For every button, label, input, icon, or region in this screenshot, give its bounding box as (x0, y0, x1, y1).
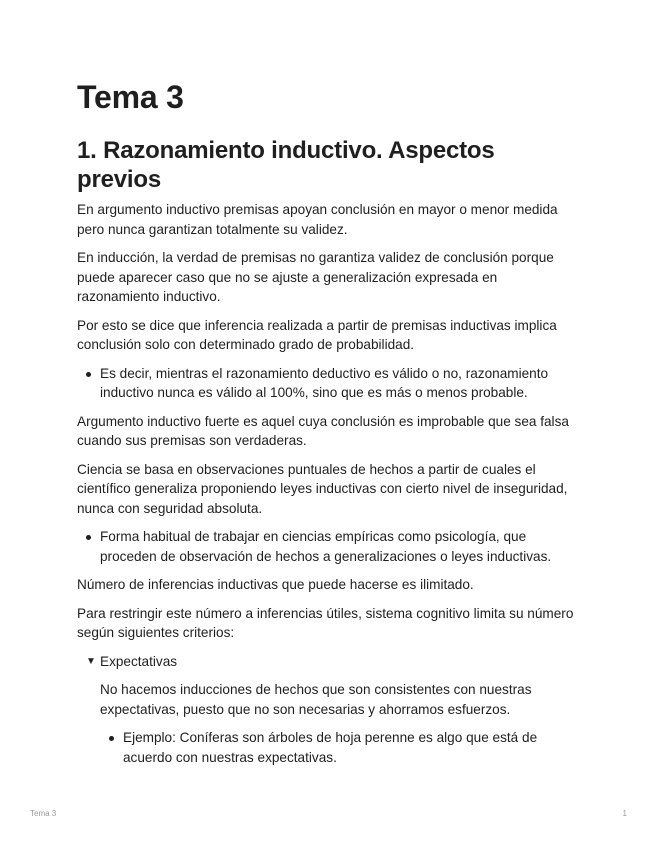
section-heading: 1. Razonamiento inductivo. Aspectos previos (77, 137, 495, 193)
paragraph: No hacemos inducciones de hechos que son consistentes con nuestras expectativas, puesto que no son necesarias y ahorramos esfuerzos. (100, 682, 532, 717)
document-page (77, 78, 582, 776)
list-item: Ejemplo: Coníferas son árboles de hoja perenne es algo que está de acuerdo con nuestras expectativas. (123, 728, 582, 767)
bullet-list (100, 728, 582, 767)
footer-title: Tema 3 (30, 809, 57, 818)
document-title: Tema 3 (77, 79, 184, 115)
list-item: Es decir, mientras el razonamiento deductivo es válido o no, razonamiento inductivo nunca es válido al 100%, sino que es más o menos probable. (100, 364, 582, 403)
paragraph: En inducción, la verdad de premisas no garantiza validez de conclusión porque puede aparecer caso que no se ajuste a generalización expresada en razonamiento inductivo. (77, 250, 554, 304)
paragraph: En argumento inductivo premisas apoyan conclusión en mayor o menor medida pero nunca garantizan totalmente su validez. (77, 202, 558, 237)
paragraph: Ciencia se basa en observaciones puntuales de hechos a partir de cuales el científico generaliza proponiendo leyes inductivas con cierto nivel de inseguridad, nunca con seguridad absoluta. (77, 461, 568, 516)
triangle-down-icon[interactable]: ▼ (86, 655, 96, 667)
paragraph: Para restringir este número a inferencias útiles, sistema cognitivo limita su número según siguientes criterios: (77, 605, 574, 640)
toggle-block-expectativas (86, 652, 582, 768)
paragraph: Argumento inductivo fuerte es aquel cuya conclusión es improbable que sea falsa cuando sus premisas son verdaderas. (77, 413, 569, 448)
toggle-label: Expectativas (100, 653, 178, 669)
page-number: 1 (622, 809, 627, 818)
bullet-list (77, 527, 582, 566)
list-item: Forma habitual de trabajar en ciencias empíricas como psicología, que proceden de observación de hechos a generalizaciones o leyes inductivas. (100, 527, 582, 566)
paragraph: Por esto se dice que inferencia realizada a partir de premisas inductivas implica conclusión solo con determinado grado de probabilidad. (77, 317, 557, 352)
bullet-list (77, 364, 582, 403)
toggle-header[interactable] (86, 652, 582, 672)
paragraph: Número de inferencias inductivas que puede hacerse es ilimitado. (77, 577, 474, 592)
toggle-content (86, 680, 582, 767)
